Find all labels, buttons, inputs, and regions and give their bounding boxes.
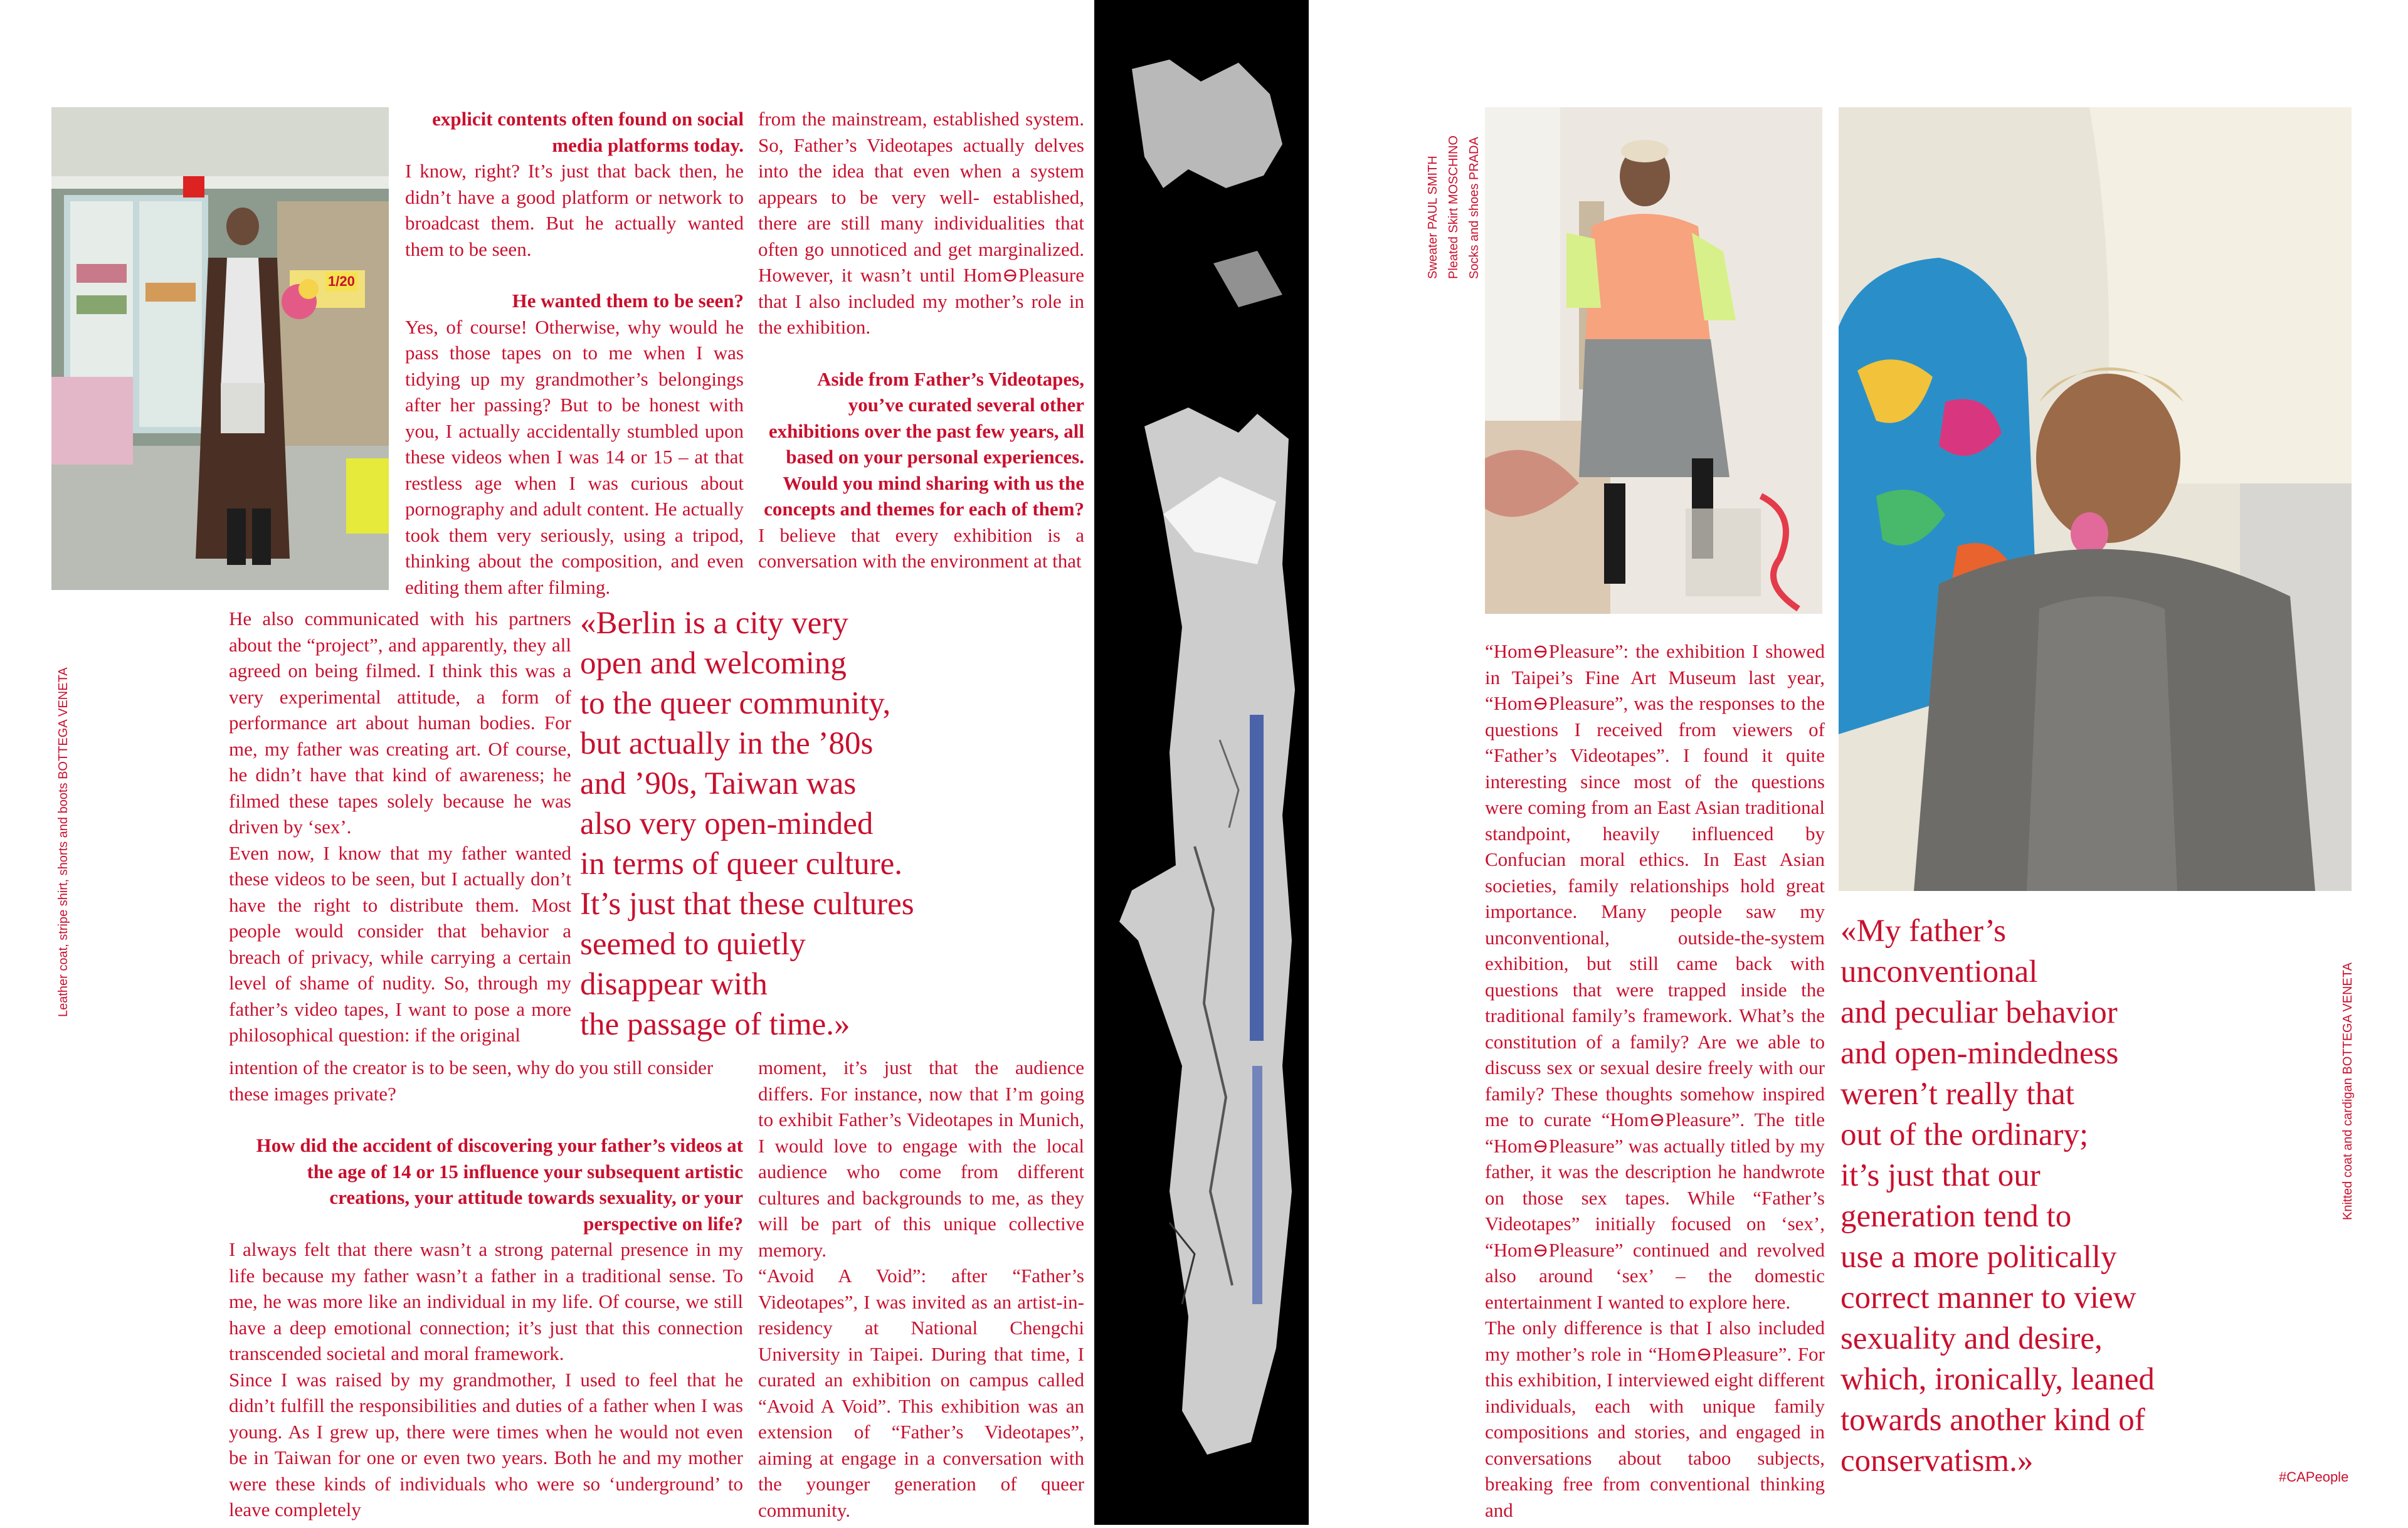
left-column-2-top <box>758 106 1084 574</box>
left-column-1-wide <box>229 1055 743 1107</box>
photo-knitted-coat-image <box>1839 107 2352 891</box>
pull-quote-right <box>1840 911 2192 1482</box>
answer-paragraph: moment, it’s just that the audience differs. For instance, now that I’m going to exhibit Father’s Videotapes in Munich, I would love to engage with the local audience who come from different cultures and backgrounds to me, as they will be part of this unique collective memory. <box>758 1056 1084 1261</box>
answer-paragraph: I know, right? It’s just that back then, he didn’t have a good platform or network to broadcast them. But he actually wanted them to be seen. <box>405 160 744 260</box>
answer-paragraph: “Avoid A Void”: after “Father’s Videotapes”, I was invited as an artist-in-residency at National Chengchi University in Taipei. During that time, I curated an exhibition on campus called “Avoid A Void”. This exhibition was an extension of “Father’s Videotapes”, aiming at engage in a conversation with the younger generation of queer community. <box>758 1265 1084 1521</box>
hashtag-label: #CAPeople <box>2279 1469 2349 1485</box>
left-column-1-top <box>405 106 744 600</box>
pull-quote-line: and peculiar behavior <box>1840 995 2118 1030</box>
pull-quote-line: it’s just that our <box>1840 1158 2041 1193</box>
photo-convenience-store-image <box>51 107 389 590</box>
credit-line: Sweater PAUL SMITH <box>1426 155 1440 279</box>
question: Aside from Father’s Videotapes, you’ve curated several other exhibitions over the past few years, all based on your personal experiences. Would you mind sharing with us the concepts and themes for each of them? <box>764 367 1084 520</box>
pull-quote-line: also very open-minded <box>580 806 874 841</box>
pull-quote-line: but actually in the ’80s <box>580 726 874 761</box>
photo-knitted-coat <box>1839 107 2352 891</box>
photo-pleated-skirt <box>1485 107 1822 614</box>
pull-quote-line: and open-mindedness <box>1840 1036 2119 1071</box>
answer-paragraph: I believe that every exhibition is a conversation with the environment at that <box>758 524 1084 572</box>
pull-quote-line: use a more politically <box>1840 1240 2117 1275</box>
question: explicit contents often found on social media platforms today. <box>432 108 744 156</box>
photo-convenience-store <box>51 107 389 590</box>
pull-quote-line: conservatism.» <box>1840 1443 2034 1478</box>
pull-quote-line: correct manner to view <box>1840 1280 2136 1315</box>
answer-paragraph: “Hom⊖Pleasure”: the exhibition I showed in Taipei’s Fine Art Museum last year, “Hom⊖Pleasure”, was the responses to the questions I received from viewers of “Father’s Videotapes”. I found it quite interesting since most of the questions were coming from an East Asian traditional standpoint, heavily influenced by Confucian moral ethics. In East Asian societies, family relationships hold great importance. Many people saw my unconventional, outside-the-system exhibition, but still came back with questions that were trapped inside the traditional family’s framework. What’s the constitution of a family? Are we able to discuss sex or sexual desire freely with our family? These thoughts somehow inspired me to curate “Hom⊖Pleasure”. The title “Hom⊖Pleasure” was actually titled by my father, it was the description he handwrote on those sex tapes. While “Father’s Videotapes” initially focused on ‘sex’, “Hom⊖Pleasure” continued and revolved also around ‘sex’ – the domestic entertainment I wanted to explore here. <box>1485 640 1825 1313</box>
right-column-body <box>1485 638 1825 1523</box>
photo-credit-left: Leather coat, stripe shirt, shorts and boots BOTTEGA VENETA <box>56 667 70 1017</box>
pull-quote-line: open and welcoming <box>580 646 847 681</box>
photo-credit-right-top <box>1423 135 1485 279</box>
answer-paragraph: I always felt that there wasn’t a strong paternal presence in my life because my father wasn’t a father in a traditional sense. To me, he was more like an individual in my life. Of course, we still have a deep emotional connection; it’s just that this connection transcended societal and moral framework. <box>229 1238 743 1364</box>
pull-quote-line: generation tend to <box>1840 1199 2072 1234</box>
torn-paper-artwork <box>1094 0 1309 1525</box>
pull-quote-line: It’s just that these cultures <box>580 887 914 922</box>
pull-quote-left <box>580 603 931 1045</box>
pull-quote-line: seemed to quietly <box>580 927 806 962</box>
credit-line: Socks and shoes PRADA <box>1467 137 1481 279</box>
pull-quote-line: unconventional <box>1840 954 2038 989</box>
left-column-1-mid <box>229 606 571 1048</box>
pull-quote-line: towards another kind of <box>1840 1403 2145 1438</box>
pull-quote-line: «Berlin is a city very <box>580 606 848 641</box>
pull-quote-line: to the queer community, <box>580 686 891 721</box>
answer-paragraph: intention of the creator is to be seen, why do you still consider these images private? <box>229 1056 714 1105</box>
spine-artwork <box>1094 0 1309 1525</box>
pull-quote-line: sexuality and desire, <box>1840 1321 2103 1356</box>
answer-paragraph: Even now, I know that my father wanted these videos to be seen, but I actually don’t have the right to distribute them. Most people would consider that behavior a breach of privacy, while carrying a certain level of shame of nudity. So, through my father’s video tapes, I want to pose a more philosophical question: if the original <box>229 841 571 1046</box>
answer-paragraph: Yes, of course! Otherwise, why would he pass those tapes on to me when I was tidying up my grandmother’s belongings after her passing? But to be honest with you, I actually accidentally stumbled upon these videos when I was 14 or 15 – at that restless age when I was curious about pornography and adult content. He actually took them very seriously, using a tripod, thinking about the composition, and even editing them after filming. <box>405 315 744 598</box>
pull-quote-line: weren’t really that <box>1840 1077 2074 1112</box>
answer-paragraph: The only difference is that I also included my mother’s role in “Hom⊖Pleasure”. For this exhibition, I interviewed eight different individuals, each with unique family compositions and stories, and engaged in conversations about taboo subjects, breaking free from conventional thinking and <box>1485 1317 1825 1521</box>
pull-quote-line: and ’90s, Taiwan was <box>580 766 857 801</box>
pull-quote-line: the passage of time.» <box>580 1007 850 1042</box>
price-sign: 1/20 <box>325 272 357 291</box>
credit-line: Pleated Skirt MOSCHINO <box>1447 135 1460 279</box>
left-column-1-bottom <box>229 1132 743 1523</box>
question: He wanted them to be seen? <box>512 290 744 312</box>
answer-paragraph: from the mainstream, established system. So, Father’s Videotapes actually delves into the idea that even when a system appears to be very well- established, there are still many individualities that often go unnoticed and get marginalized. However, it wasn’t until Hom⊖Pleasure that I also included my mother’s role in the exhibition. <box>758 108 1084 338</box>
pull-quote-line: out of the ordinary; <box>1840 1117 2089 1152</box>
pull-quote-line: «My father’s <box>1840 914 2006 949</box>
question: How did the accident of discovering your father’s videos at the age of 14 or 15 influence your subsequent artistic creations, your attitude towards sexuality, or your perspective on life? <box>256 1134 743 1235</box>
photo-pleated-skirt-image <box>1485 107 1822 614</box>
pull-quote-line: in terms of queer culture. <box>580 846 903 882</box>
answer-paragraph: Since I was raised by my grandmother, I used to feel that he didn’t fulfill the responsibilities and duties of a father when I was young. As I grew up, there were times when he would not even be in Taiwan for one or even two years. Both he and my mother were these kinds of individuals who were so ‘underground’ to leave completely <box>229 1368 743 1520</box>
left-column-2-bottom <box>758 1055 1084 1523</box>
pull-quote-line: disappear with <box>580 967 768 1002</box>
answer-paragraph: He also communicated with his partners about the “project”, and apparently, they all agreed on being filmed. I think this was a very experimental attitude, a form of performance art about human bodies. For me, my father was creating art. Of course, he didn’t have that kind of awareness; he filmed these tapes solely because he was driven by ‘sex’. <box>229 608 571 838</box>
pull-quote-line: which, ironically, leaned <box>1840 1362 2155 1397</box>
photo-credit-right: Knitted coat and cardigan BOTTEGA VENETA <box>2341 962 2355 1220</box>
